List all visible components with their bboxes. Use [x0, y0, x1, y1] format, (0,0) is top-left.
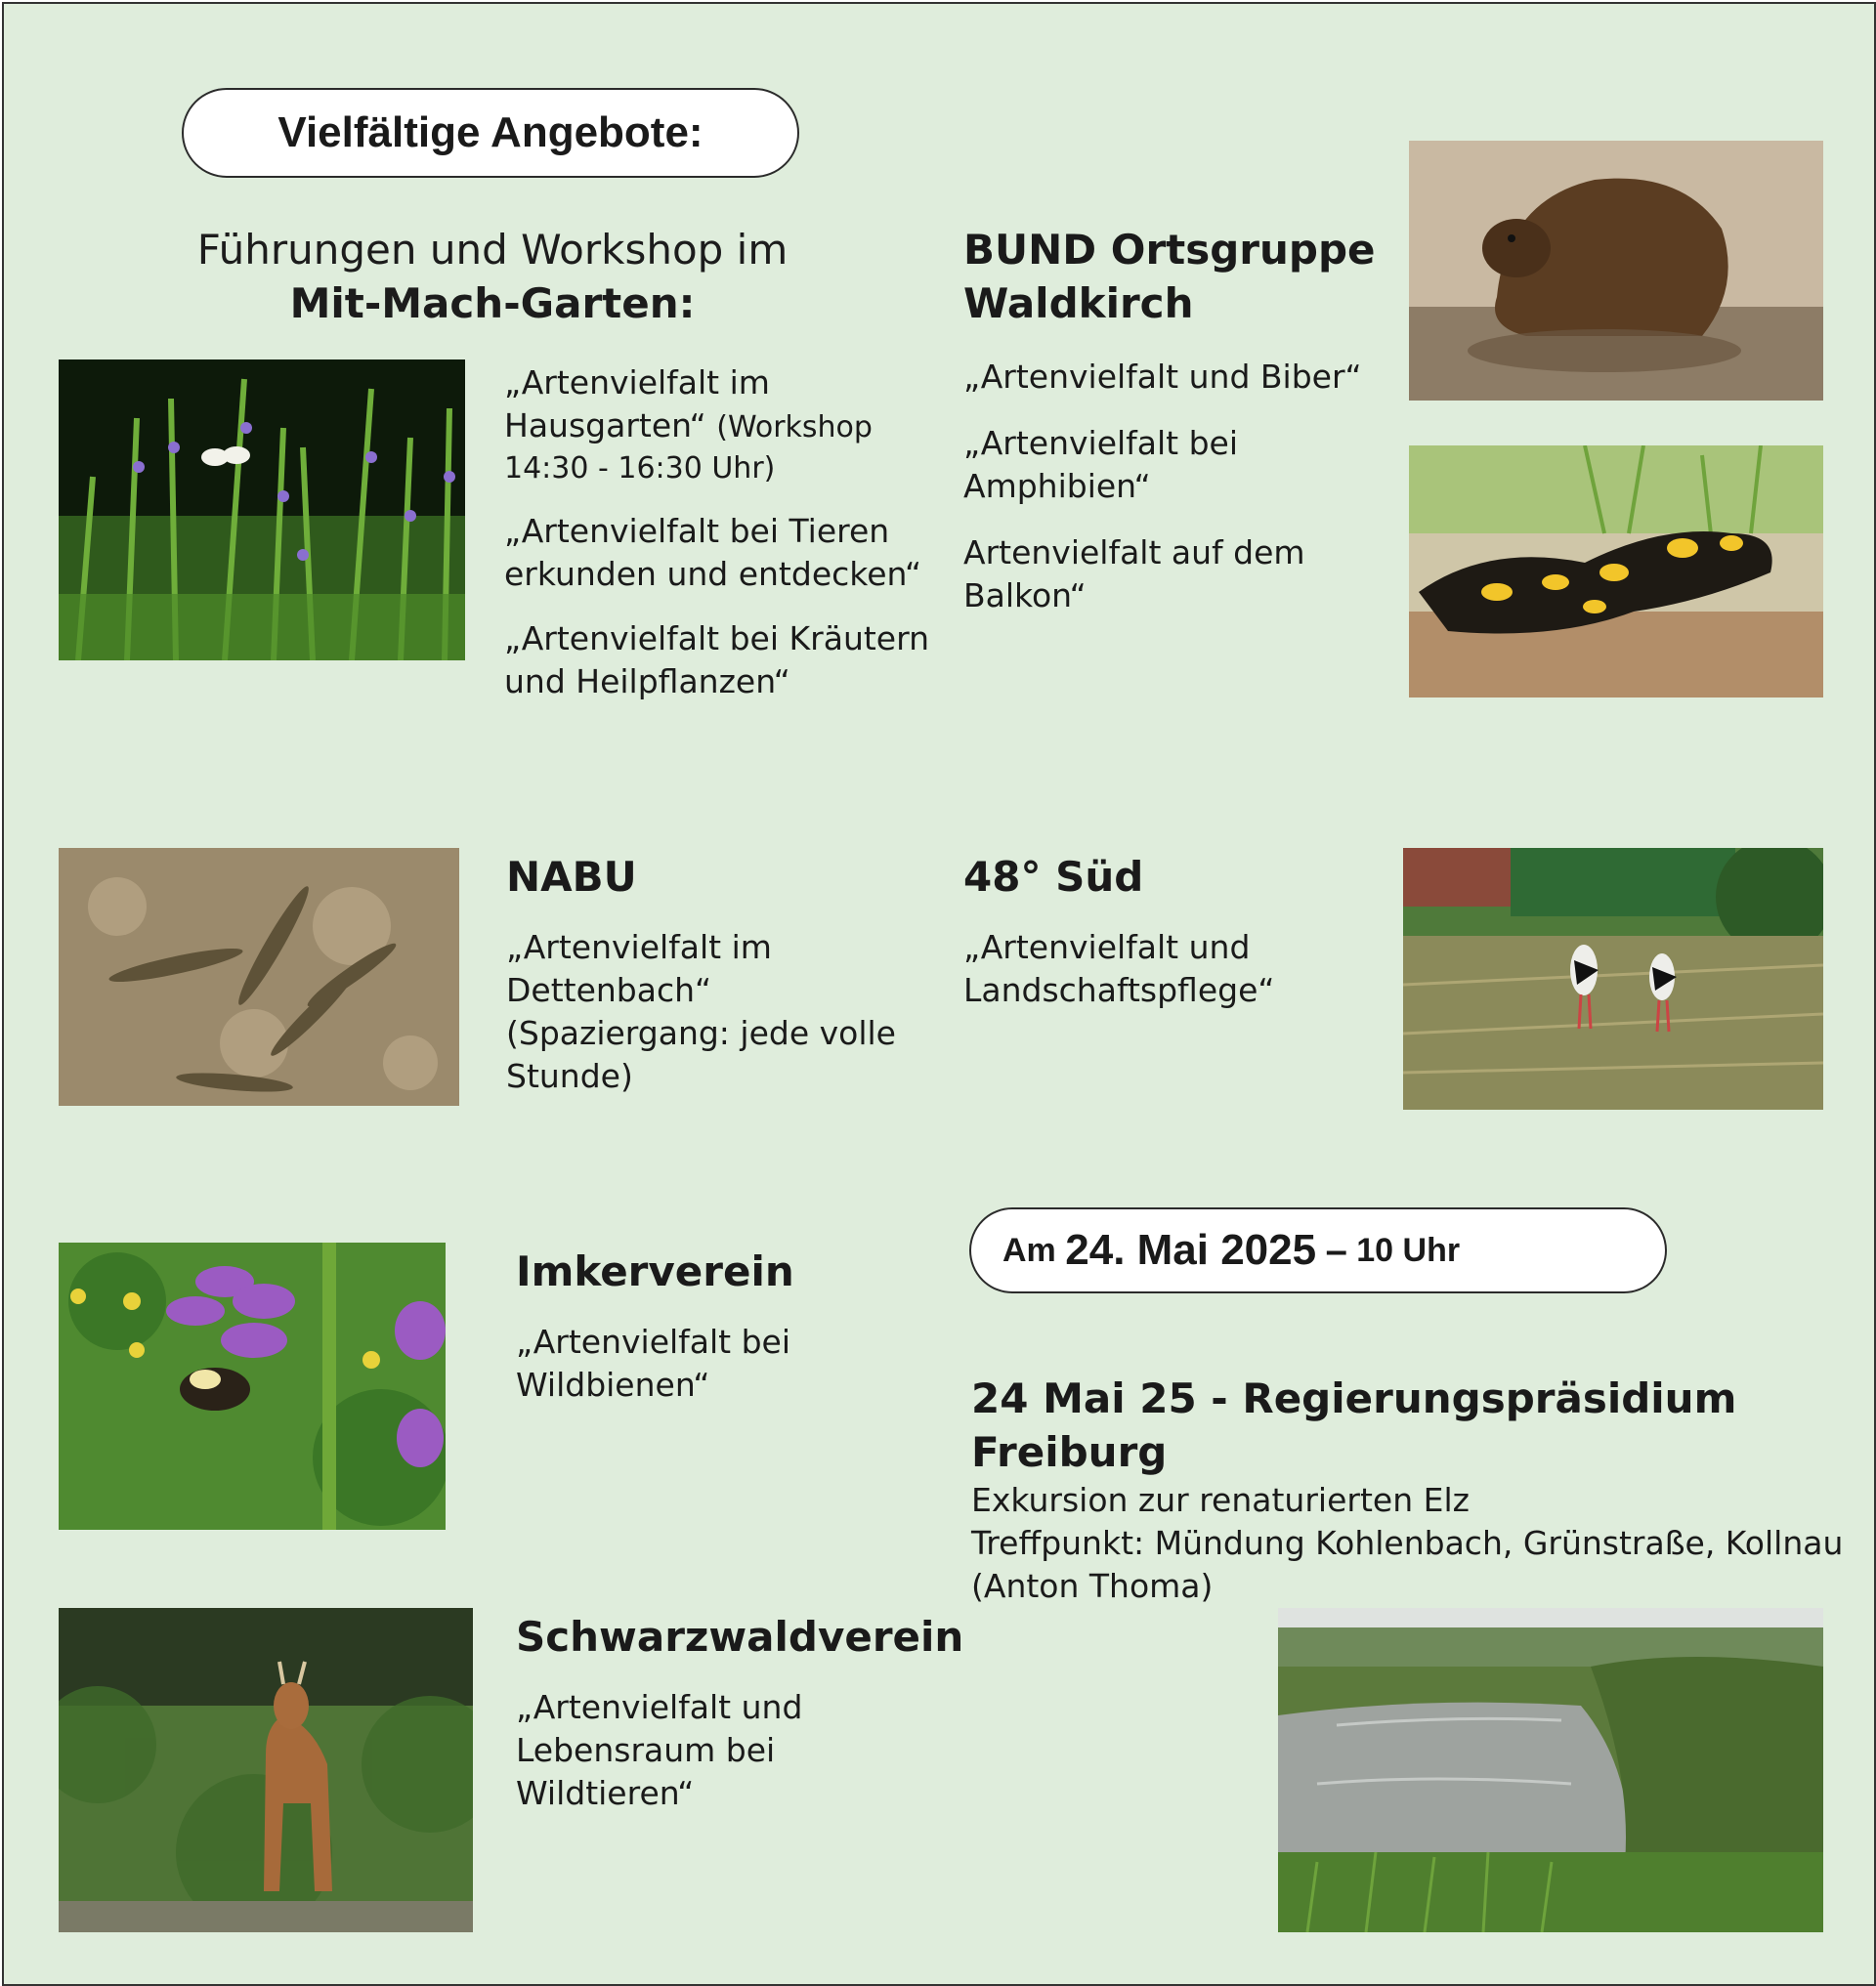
bund-list	[963, 356, 1393, 617]
photo-bee-flower	[59, 1243, 446, 1530]
date-prefix: Am	[1002, 1231, 1056, 1269]
rp-line-2: Treffpunkt: Mündung Kohlenbach, Grünstraße, Kollnau	[971, 1524, 1844, 1562]
schwarzwald-line-2: Lebensraum bei	[516, 1731, 776, 1769]
photo-storks	[1403, 848, 1823, 1110]
schwarzwald-line-3: Wildtieren“	[516, 1774, 695, 1812]
garden-item-3-line-b: und Heilpflanzen“	[504, 662, 790, 700]
schwarzwald-text	[516, 1686, 926, 1815]
garden-item-1-time: 14:30 - 16:30 Uhr)	[504, 451, 776, 486]
garden-item-1-line-a: „Artenvielfalt im	[504, 363, 770, 401]
imker-line-1: „Artenvielfalt bei	[516, 1323, 791, 1361]
rp-title-line-2: Freiburg	[971, 1428, 1168, 1476]
imker-heading: Imkerverein	[516, 1247, 794, 1295]
garden-item-2-line-b: erkunden und entdecken“	[504, 555, 922, 593]
intro	[102, 223, 883, 330]
garden-item-1-note: (Workshop	[716, 410, 873, 444]
photo-fish	[59, 848, 459, 1106]
photo-deer	[59, 1608, 473, 1932]
garden-item-2-line-a: „Artenvielfalt bei Tieren	[504, 512, 890, 550]
imker-text	[516, 1321, 926, 1407]
bund-title-line-1: BUND Ortsgruppe	[963, 226, 1376, 274]
photo-salamander	[1409, 445, 1823, 697]
bund-item-3-line-a: Artenvielfalt auf dem	[963, 533, 1305, 571]
date-dash: –	[1325, 1228, 1347, 1272]
date-pill	[969, 1207, 1667, 1293]
garden-list	[504, 361, 934, 703]
nabu-text	[506, 926, 917, 1098]
rp-heading	[971, 1372, 1736, 1479]
sued-line-1: „Artenvielfalt und	[963, 928, 1251, 966]
rp-title-line-1: 24 Mai 25 - Regierungspräsidium	[971, 1374, 1737, 1422]
nabu-heading: NABU	[506, 853, 637, 901]
intro-line-1: Führungen und Workshop im	[196, 226, 789, 274]
garden-item-1-text: Hausgarten“	[504, 406, 706, 444]
intro-line-2: Mit-Mach-Garten:	[289, 279, 696, 327]
rp-text	[971, 1479, 1851, 1608]
bund-item-2-line-b: Amphibien“	[963, 467, 1151, 505]
photo-herbs-butterfly	[59, 359, 465, 660]
garden-item-3-line-a: „Artenvielfalt bei Kräutern	[504, 619, 930, 657]
nabu-line-3: (Spaziergang: jede volle	[506, 1014, 896, 1052]
nabu-line-1: „Artenvielfalt im	[506, 928, 772, 966]
page-title: Vielfältige Angebote:	[277, 108, 704, 156]
date-value: 24. Mai 2025	[1065, 1226, 1317, 1274]
sued-line-2: Landschaftspflege“	[963, 971, 1275, 1009]
bund-item-2-line-a: „Artenvielfalt bei	[963, 424, 1239, 462]
schwarzwald-line-1: „Artenvielfalt und	[516, 1688, 803, 1726]
title-pill	[182, 88, 799, 178]
imker-line-2: Wildbienen“	[516, 1366, 710, 1404]
nabu-line-2: Dettenbach“	[506, 971, 712, 1009]
sued-text	[963, 926, 1374, 1012]
photo-nutria	[1409, 141, 1823, 401]
bund-item-1: „Artenvielfalt und Biber“	[963, 358, 1362, 396]
sued-heading: 48° Süd	[963, 853, 1144, 901]
bund-heading	[963, 223, 1376, 330]
photo-river	[1278, 1608, 1823, 1932]
garden-item-1-line-b	[504, 404, 934, 449]
bund-item-3-line-b: Balkon“	[963, 576, 1087, 614]
rp-line-3: (Anton Thoma)	[971, 1567, 1214, 1605]
schwarzwald-heading: Schwarzwaldverein	[516, 1613, 964, 1661]
nabu-line-4: Stunde)	[506, 1057, 633, 1095]
date-time: 10 Uhr	[1356, 1231, 1461, 1269]
bund-title-line-2: Waldkirch	[963, 279, 1194, 327]
rp-line-1: Exkursion zur renaturierten Elz	[971, 1481, 1470, 1519]
flyer-page	[2, 2, 1876, 1986]
